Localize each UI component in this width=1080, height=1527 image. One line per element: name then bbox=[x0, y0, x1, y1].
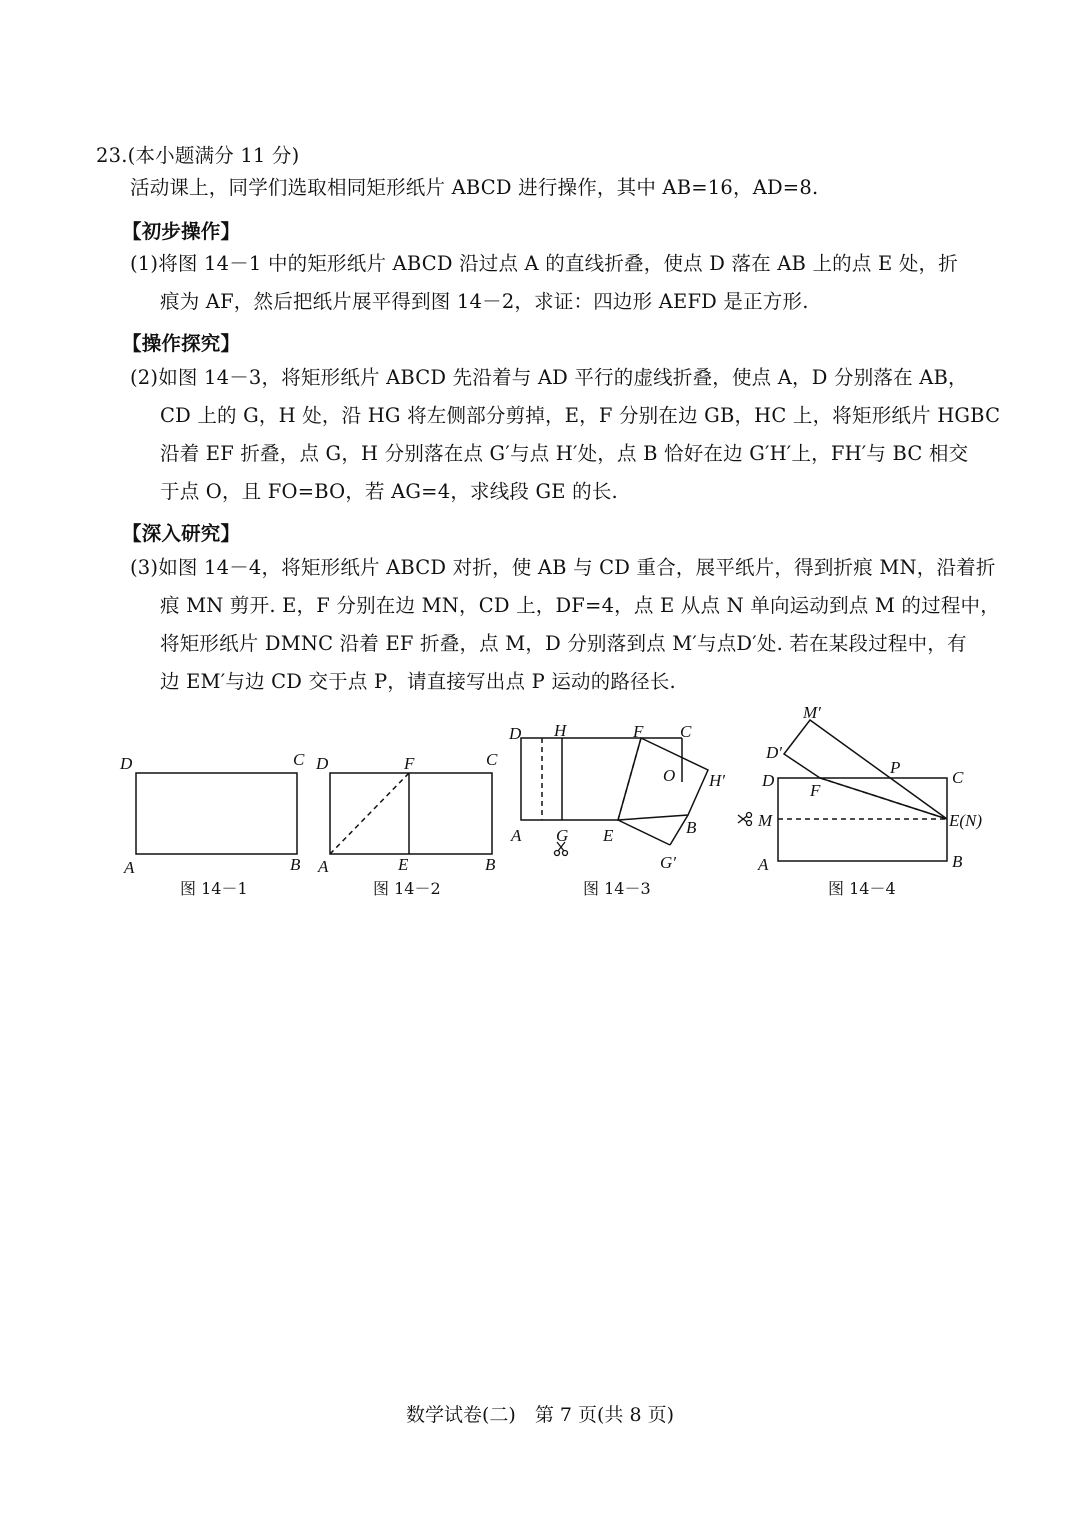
fig4-label-C: C bbox=[952, 768, 964, 787]
fig2-label-E: E bbox=[398, 855, 409, 874]
fig1-label-D: D bbox=[120, 754, 133, 773]
fig3-label-H: H bbox=[554, 721, 567, 740]
fig1-rectangle bbox=[136, 773, 297, 854]
fig2-label-F: F bbox=[404, 754, 415, 773]
fig4-label-Dp: D′ bbox=[766, 743, 782, 762]
fig1-label-A: A bbox=[124, 858, 135, 877]
fig4-label-P: P bbox=[890, 758, 901, 777]
fig3-label-B: B bbox=[686, 818, 697, 837]
scissors-icon bbox=[738, 813, 752, 826]
section-2-line-4: 于点 O，且 FO=BO，若 AG=4，求线段 GE 的长. bbox=[160, 480, 618, 503]
fig2-label-B: B bbox=[485, 855, 496, 874]
page-footer: 数学试卷(二) 第 7 页(共 8 页) bbox=[406, 1404, 674, 1426]
section-1-line-2: 痕为 AF，然后把纸片展平得到图 14－2，求证：四边形 AEFD 是正方形. bbox=[160, 290, 809, 313]
fig3-label-O: O bbox=[663, 766, 676, 785]
section-3-line-1: (3)如图 14－4，将矩形纸片 ABCD 对折，使 AB 与 CD 重合，展平纸片，得到折痕 MN，沿着折 bbox=[130, 556, 996, 579]
fig3-edge-EGp bbox=[618, 820, 670, 845]
section-3-line-2: 痕 MN 剪开. E，F 分别在边 MN，CD 上，DF=4，点 E 从点 N 单向运动到点 M 的过程中， bbox=[160, 594, 1000, 617]
figures-area bbox=[0, 690, 1080, 905]
fig2-label-C: C bbox=[486, 750, 498, 769]
fig1-label-B: B bbox=[290, 855, 301, 874]
section-2-line-1: (2)如图 14－3，将矩形纸片 ABCD 先沿着与 AD 平行的虚线折叠，使点 A，D 分别落在 AB， bbox=[130, 366, 968, 389]
fig3-label-C: C bbox=[680, 722, 692, 741]
section-title-initial: 【初步操作】 bbox=[122, 220, 241, 243]
figures-svg bbox=[0, 690, 1080, 905]
problem-intro: 活动课上，同学们选取相同矩形纸片 ABCD 进行操作，其中 AB=16，AD=8. bbox=[130, 176, 819, 199]
fig4-label-B: B bbox=[952, 852, 963, 871]
fig4-label-D: D bbox=[762, 771, 775, 790]
fig3-label-E: E bbox=[603, 826, 614, 845]
fig4-label-F: F bbox=[810, 781, 821, 800]
fig2-label-D: D bbox=[316, 754, 329, 773]
problem-header: 23.(本小题满分 11 分) bbox=[96, 144, 300, 167]
fig2-crease-AF bbox=[330, 773, 409, 854]
fig2-label-A: A bbox=[318, 857, 329, 876]
fig3-label-G: G bbox=[556, 826, 569, 845]
fig1-label-C: C bbox=[293, 750, 305, 769]
section-2-line-2: CD 上的 G，H 处，沿 HG 将左侧部分剪掉，E，F 分别在边 GB，HC 上，将矩形纸片 HGBC bbox=[160, 404, 1001, 427]
fig3-paper-outline bbox=[521, 738, 641, 820]
fig3-label-D: D bbox=[509, 724, 522, 743]
fig3-label-A: A bbox=[511, 826, 522, 845]
fig3-label-Gp: G′ bbox=[660, 853, 676, 872]
fig4-label-M: M bbox=[758, 811, 773, 830]
section-3-line-3: 将矩形纸片 DMNC 沿着 EF 折叠，点 M，D 分别落到点 M′与点D′处. 若在某段过程中，有 bbox=[160, 632, 967, 655]
section-1-line-1: (1)将图 14－1 中的矩形纸片 ABCD 沿过点 A 的直线折叠，使点 D 落在 AB 上的点 E 处，折 bbox=[130, 252, 958, 275]
section-title-explore: 【操作探究】 bbox=[122, 332, 241, 355]
fig3-caption: 图 14－3 bbox=[583, 879, 651, 898]
fig4-label-A: A bbox=[758, 855, 769, 874]
section-3-line-4: 边 EM′与边 CD 交于点 P，请直接写出点 P 运动的路径长. bbox=[160, 670, 676, 693]
fig3-label-F: F bbox=[633, 722, 644, 741]
section-2-line-3: 沿着 EF 折叠，点 G，H 分别落在点 G′与点 H′处，点 B 恰好在边 G′H′上，FH′与 BC 相交 bbox=[160, 442, 969, 465]
fig4-caption: 图 14－4 bbox=[828, 879, 896, 898]
fig3-label-Hp: H′ bbox=[709, 771, 725, 790]
fig4-label-Mp: M′ bbox=[803, 703, 821, 722]
fig1-caption: 图 14－1 bbox=[180, 879, 248, 898]
fig2-rectangle bbox=[330, 773, 492, 854]
fig4-label-EN: E(N) bbox=[949, 811, 983, 830]
fig2-caption: 图 14－2 bbox=[373, 879, 441, 898]
section-title-deep: 【深入研究】 bbox=[122, 522, 241, 545]
fig4-folded-flap bbox=[784, 720, 947, 819]
